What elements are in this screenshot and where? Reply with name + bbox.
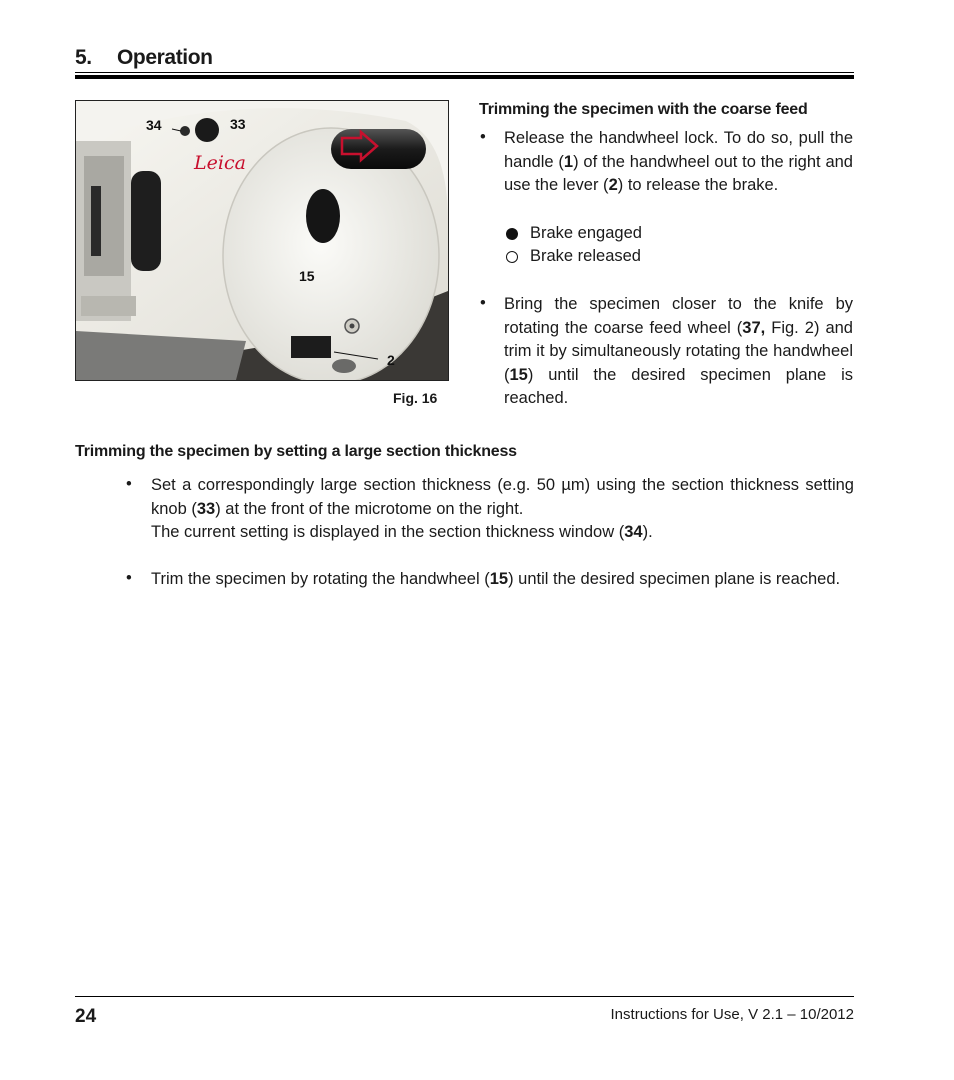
bullet-symbol: • <box>480 128 486 146</box>
page-number: 24 <box>75 1006 97 1027</box>
bullet-symbol: • <box>126 475 132 493</box>
figure-caption: Fig. 16 <box>393 390 438 406</box>
microtome-illustration <box>76 101 448 380</box>
callout-15: 15 <box>299 268 315 284</box>
text-run: ) until the desired specimen plane is reached. <box>508 570 841 588</box>
text-run: ) at the front of the microtome on the right. <box>215 499 524 518</box>
callout-34: 34 <box>146 117 162 133</box>
coarse-feed-bullet-1 <box>504 127 853 198</box>
header-rule-thick <box>75 75 854 79</box>
text-run: Set a correspondingly large section thickness (e.g. 50 µm) using the section thickness setting knob ( <box>151 476 854 518</box>
brake-engaged-row <box>506 224 642 243</box>
text-run: Trim the specimen by rotating the handwheel ( <box>151 570 490 588</box>
large-section-bullet-2 <box>151 568 854 592</box>
callout-2: 2 <box>387 352 395 368</box>
section-title-text: Operation <box>117 46 213 69</box>
brake-engaged-label: Brake engaged <box>530 224 642 242</box>
text-run: ) to release the brake. <box>617 176 779 194</box>
coarse-feed-bullet-2 <box>504 293 853 411</box>
ref-thickness-window: 34 <box>624 523 643 541</box>
ref-thickness-knob: 33 <box>196 499 216 518</box>
bullet-symbol: • <box>480 294 486 312</box>
section-title <box>75 46 213 70</box>
brake-released-row <box>506 247 641 266</box>
large-section-heading: Trimming the specimen by setting a large section thickness <box>75 443 517 460</box>
callout-33: 33 <box>230 116 246 132</box>
text-run: ). <box>642 523 653 541</box>
large-section-bullet-1 <box>151 474 854 521</box>
text-run: Release the handwheel lock. To do so, pull the handle ( <box>504 129 853 171</box>
text-run: ) of the handwheel out to the right and use the lever ( <box>504 152 853 194</box>
open-circle-icon <box>506 251 518 263</box>
ref-handwheel: 15 <box>489 570 509 588</box>
text-run: The current setting is displayed in the section thickness window ( <box>151 523 625 541</box>
header-rule-thin <box>75 72 854 73</box>
brake-released-label: Brake released <box>530 247 641 265</box>
ref-handle: 1 <box>563 152 574 171</box>
leica-logo: Leica <box>194 152 246 174</box>
ref-handwheel: 15 <box>509 365 528 384</box>
large-section-bullet-1-note <box>151 521 854 545</box>
microtome-figure <box>75 100 449 381</box>
text-run: Fig. 2) and trim it by simultaneously rotating the handwheel ( <box>504 318 853 384</box>
footer-rule <box>75 996 854 997</box>
bullet-symbol: • <box>126 569 132 587</box>
filled-circle-icon <box>506 228 518 240</box>
text-run: ) until the desired specimen plane is reached. <box>504 365 853 407</box>
coarse-feed-heading: Trimming the specimen with the coarse feed <box>479 101 808 118</box>
footer-doc-info: Instructions for Use, V 2.1 – 10/2012 <box>610 1006 854 1023</box>
section-number: 5. <box>75 46 92 69</box>
text-run: Bring the specimen closer to the knife by rotating the coarse feed wheel ( <box>504 295 853 337</box>
ref-lever: 2 <box>608 176 618 194</box>
ref-coarse-feed-wheel: 37, <box>742 318 766 337</box>
